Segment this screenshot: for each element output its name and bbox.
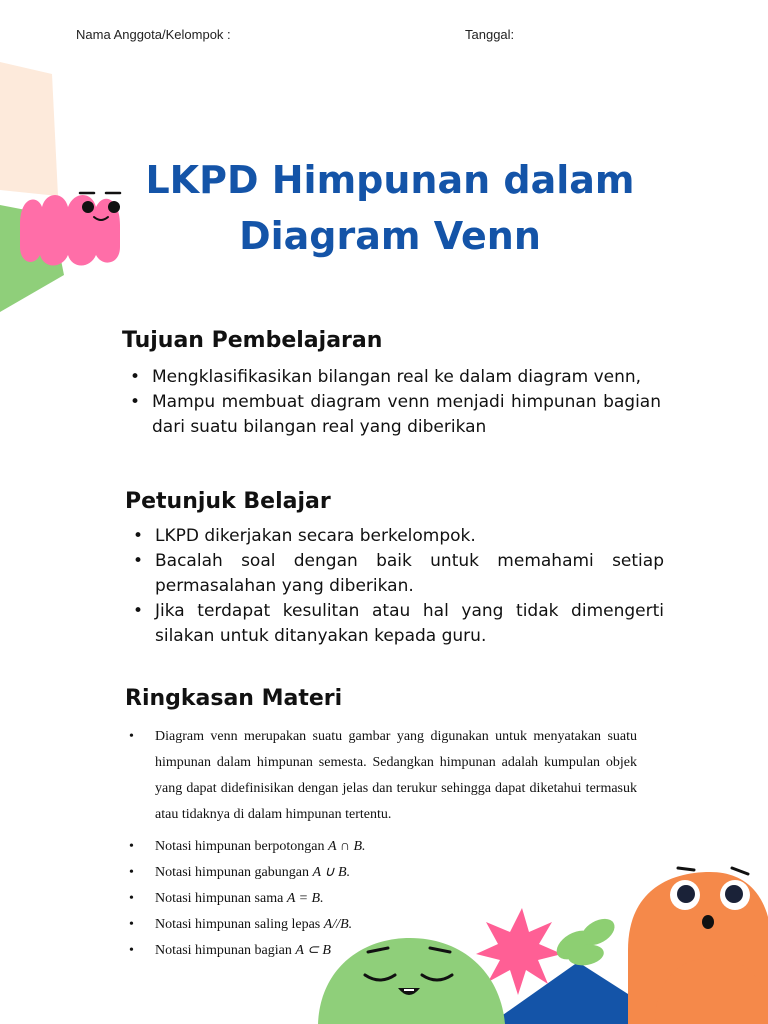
orange-monster-icon [628, 868, 768, 1024]
page-title [100, 152, 680, 264]
objectives-list [128, 365, 661, 440]
instructions-list [131, 524, 664, 649]
peach-shape [0, 62, 58, 196]
title-line-1: LKPD Himpunan dalam [145, 158, 635, 202]
notation-text: Notasi himpunan sama [155, 891, 284, 906]
notation-text: Notasi himpunan saling lepas [155, 917, 321, 932]
list-item: • LKPD dikerjakan secara berkelompok. [131, 524, 664, 549]
notation-text: Notasi himpunan berpotongan [155, 839, 325, 854]
notation-symbol: A ∩ B. [328, 839, 366, 854]
notation-symbol: A ∪ B. [312, 865, 351, 880]
notation-text: Notasi himpunan gabungan [155, 865, 309, 880]
objectives-heading: Tujuan Pembelajaran [122, 328, 383, 353]
notation-symbol: A = B. [286, 891, 324, 906]
list-item: • Mengklasifikasikan bilangan real ke dalam diagram venn, [128, 365, 661, 390]
notation-symbol: A ⊂ B [295, 943, 331, 958]
summary-intro: • Diagram venn merupakan suatu gambar yang digunakan untuk menyatakan suatu himpunan dalam himpunan semesta. Sedangkan himpunan adalah kumpulan objek yang dapat didefinisikan dengan jelas dan terukur sehingga dapat diketahui termasuk atau tidaknya di dalam himpunan tertentu. [127, 724, 637, 828]
green-leaf-icon [552, 913, 619, 968]
bottom-decorations [310, 850, 768, 1024]
notation-symbol: A//B. [323, 917, 353, 932]
list-item: • Bacalah soal dengan baik untuk memahami setiap permasalahan yang diberikan. [131, 549, 664, 599]
member-label: Nama Anggota/Kelompok : [76, 27, 231, 42]
instructions-heading: Petunjuk Belajar [125, 489, 331, 514]
notation-text: Notasi himpunan bagian [155, 943, 292, 958]
green-monster-icon [318, 938, 505, 1024]
list-item: • Jika terdapat kesulitan atau hal yang tidak dimengerti silakan untuk ditanyakan kepada guru. [131, 599, 664, 649]
date-label: Tanggal: [465, 27, 515, 42]
list-item: • Mampu membuat diagram venn menjadi himpunan bagian dari suatu bilangan real yang diberikan [128, 390, 661, 440]
summary-heading: Ringkasan Materi [125, 686, 343, 711]
title-line-2: Diagram Venn [239, 214, 541, 258]
